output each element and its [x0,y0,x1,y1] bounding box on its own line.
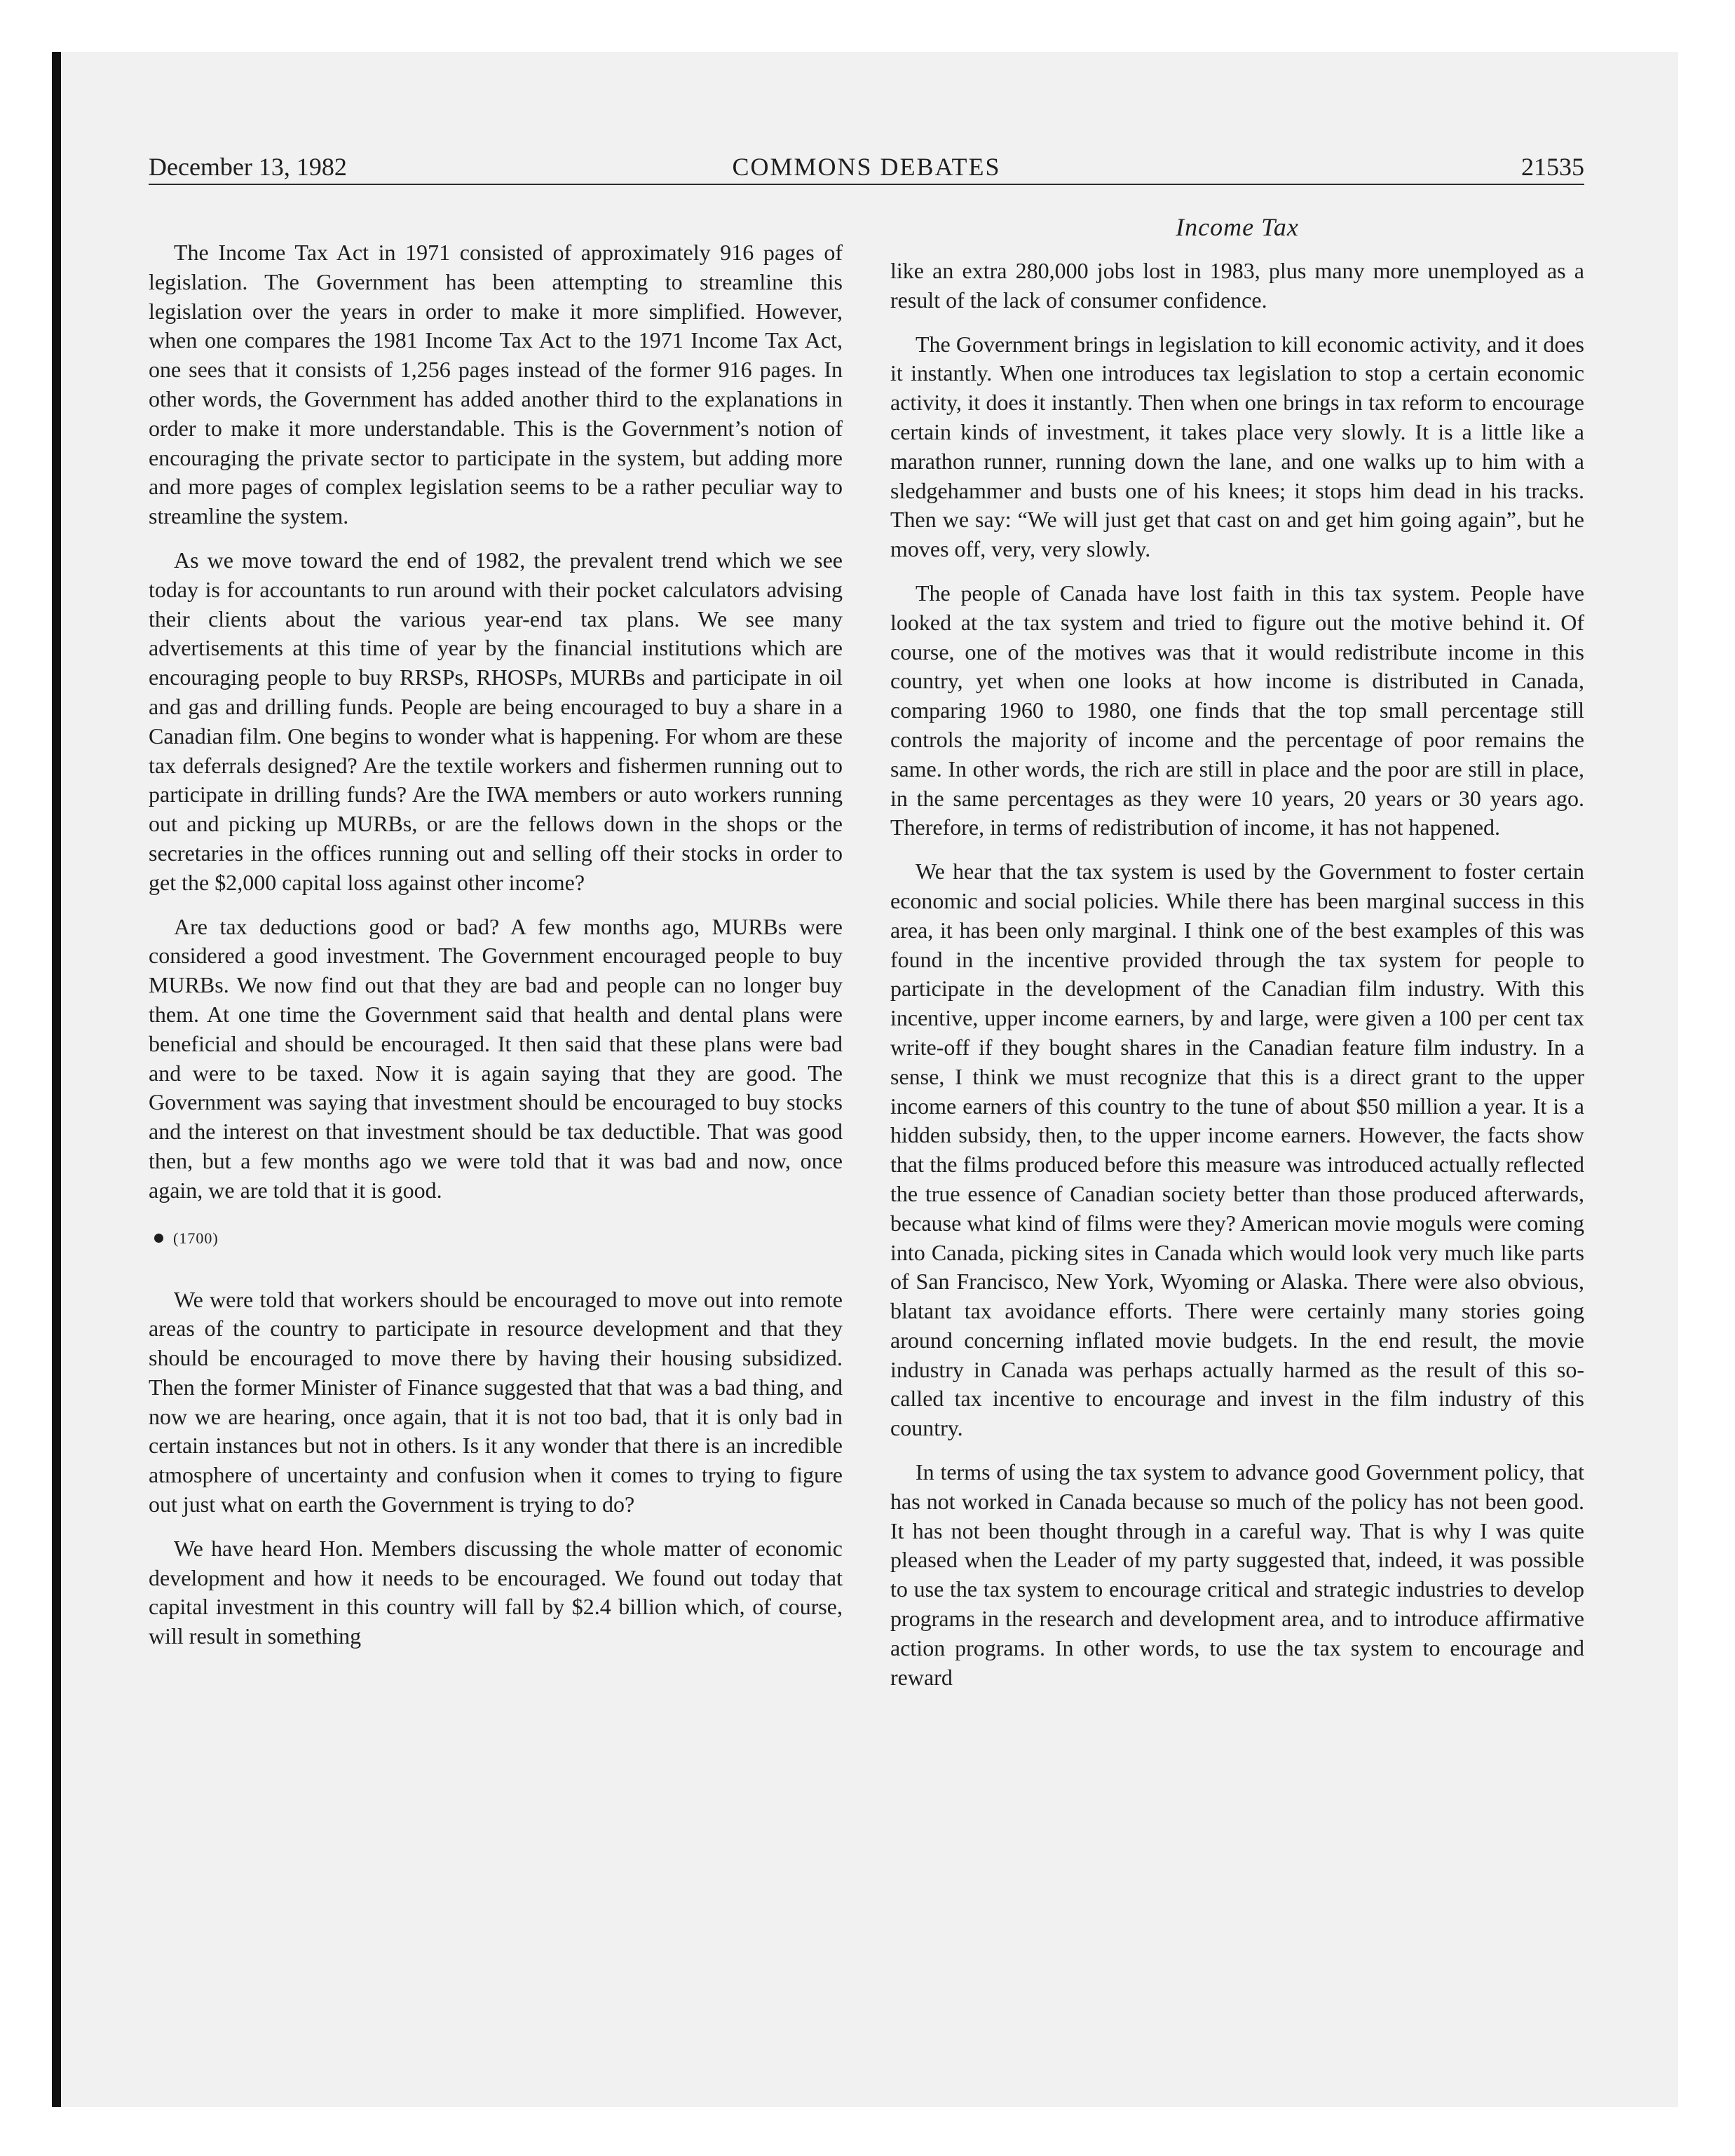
paragraph: The Income Tax Act in 1971 consisted of approximately 916 pages of legislation. The Government has been attempting to streamline this legislation over the years in order to make it more simplified. However, when one compares the 1981 Income Tax Act to the 1971 Income Tax Act, one sees that it consists of 1,256 pages instead of the former 916 pages. In other words, the Government has added another third to the explanations in order to make it more understandable. This is the Government’s notion of encouraging the private sector to participate in the system, but adding more and more pages of complex legislation seems to be a rather peculiar way to streamline the system. [149,240,843,529]
right-column [890,213,1584,1707]
paragraph: We hear that the tax system is used by the Government to foster certain economic and social policies. While there has been marginal success in this area, it has been only marginal. I think one of the best examples of this was found in the incentive provided through the tax system for people to participate in the development of the Canadian film industry. With this incentive, upper income earners, by and large, were given a 100 per cent tax write-off if they bought shares in the Canadian feature film industry. In a sense, I think we must recognize that this is a direct grant to the upper income earners of this country to the tune of about $50 million a year. It is a hidden subsidy, then, to the upper income earners. However, the facts show that the films produced before this measure was introduced actually reflected the true essence of Canadian society better than those produced afterwards, because what kind of films were they? American movie moguls were coming into Canada, picking sites in Canada which would look very much like parts of San Francisco, New York, Wyoming or Alaska. There were also obvious, blatant tax avoidance efforts. There were certainly many stories going around concerning inflated movie budgets. In the end result, the movie industry in Canada was perhaps actually harmed as the result of this so-called tax incentive to encourage and invest in the film industry of this country. [890,859,1584,1441]
paragraph: We were told that workers should be encouraged to move out into remote areas of the country to participate in resource development and that they should be encouraged to move there by having their housing subsidized. Then the former Minister of Finance suggested that that was a bad thing, and now we are hearing, once again, that it is not too bad, that it is only bad in certain instances but not in others. Is it any wonder that there is an incredible atmosphere of uncertainty and confusion when it comes to trying to figure out just what on earth the Government is trying to do? [149,1286,843,1517]
paragraph: The people of Canada have lost faith in this tax system. People have looked at the tax system and tried to figure out the motive behind it. Of course, one of the motives was that it would redistribute income in this country, yet when one looks at how income is distributed in Canada, comparing 1960 to 1980, one finds that the top small percentage still controls the majority of income and the percentage of poor remains the same. In other words, the rich are still in place and the poor are still in place, in the same percentages as they were 10 years, 20 years or 30 years ago. Therefore, in terms of redistribution of income, it has not happened. [890,580,1584,840]
paragraph: As we move toward the end of 1982, the prevalent trend which we see today is for accountants to run around with their pocket calculators advising their clients about the various year-end tax plans. We see many advertisements at this time of year by the financial institutions which are encouraging people to buy RRSPs, RHOSPs, MURBs and participate in oil and gas and drilling funds. People are being encouraged to buy a share in a Canadian film. One begins to wonder what is happening. For whom are these tax deferrals designed? Are the textile workers and fishermen running out to participate in drilling funds? Are the IWA members or auto workers running out and picking up MURBs, or are the fellows down in the shops or the secretaries in the offices running out and selling off their stocks in order to get the $2,000 capital loss against other income? [149,547,843,895]
section-title: Income Tax [1176,213,1299,241]
paragraph: We have heard Hon. Members discussing the whole matter of economic development and how it needs to be encouraged. We found out today that capital investment in this country will fall by $2.4 billion which, of course, will result in something [149,1535,843,1649]
left-column [149,238,843,1666]
bullet-icon [154,1234,163,1243]
header-page-number: 21535 [1521,153,1584,181]
time-marker [154,1228,843,1249]
scan-binding-edge [52,52,61,2107]
paragraph: Are tax deductions good or bad? A few months ago, MURBs were considered a good investment. The Government encouraged people to buy MURBs. We now find out that they are bad and people can no longer buy them. At one time the Government said that health and dental plans were beneficial and should be encouraged. It then said that these plans were bad and were to be taxed. Now it is again saying that they are good. The Government was saying that investment should be encouraged to buy stocks and the interest on that investment should be tax deductible. That was good then, but a few months ago we were told that it was bad and now, once again, we are told that it is good. [149,913,843,1203]
paragraph: In terms of using the tax system to advance good Government policy, that has not worked in Canada because so much of the policy has not been good. It has not been thought through in a careful way. That is why I was quite pleased when the Leader of my party suggested that, indeed, it was possible to use the tax system to encourage critical and strategic industries to develop programs in the research and development area, and to introduce affirmative action programs. In other words, to use the tax system to encourage and reward [890,1459,1584,1690]
header-publication-title: COMMONS DEBATES [732,153,1001,181]
paragraph: The Government brings in legislation to kill economic activity, and it does it instantly. When one introduces tax legislation to stop a certain economic activity, it does it instantly. Then when one brings in tax reform to encourage certain kinds of investment, it takes place very slowly. It is a little like a marathon runner, running down the lane, and one walks up to him with a sledgehammer and busts one of his knees; it stops him dead in his tracks. Then we say: “We will just get that cast on and get him going again”, but he moves off, very, very slowly. [890,331,1584,562]
header-date: December 13, 1982 [149,153,347,181]
time-marker-label: (1700) [173,1229,219,1247]
running-header [149,150,1584,185]
continued-paragraph: like an extra 280,000 jobs lost in 1983, plus many more unemployed as a result of the lack of consumer confidence. [890,258,1584,313]
document-page [149,150,1584,1690]
